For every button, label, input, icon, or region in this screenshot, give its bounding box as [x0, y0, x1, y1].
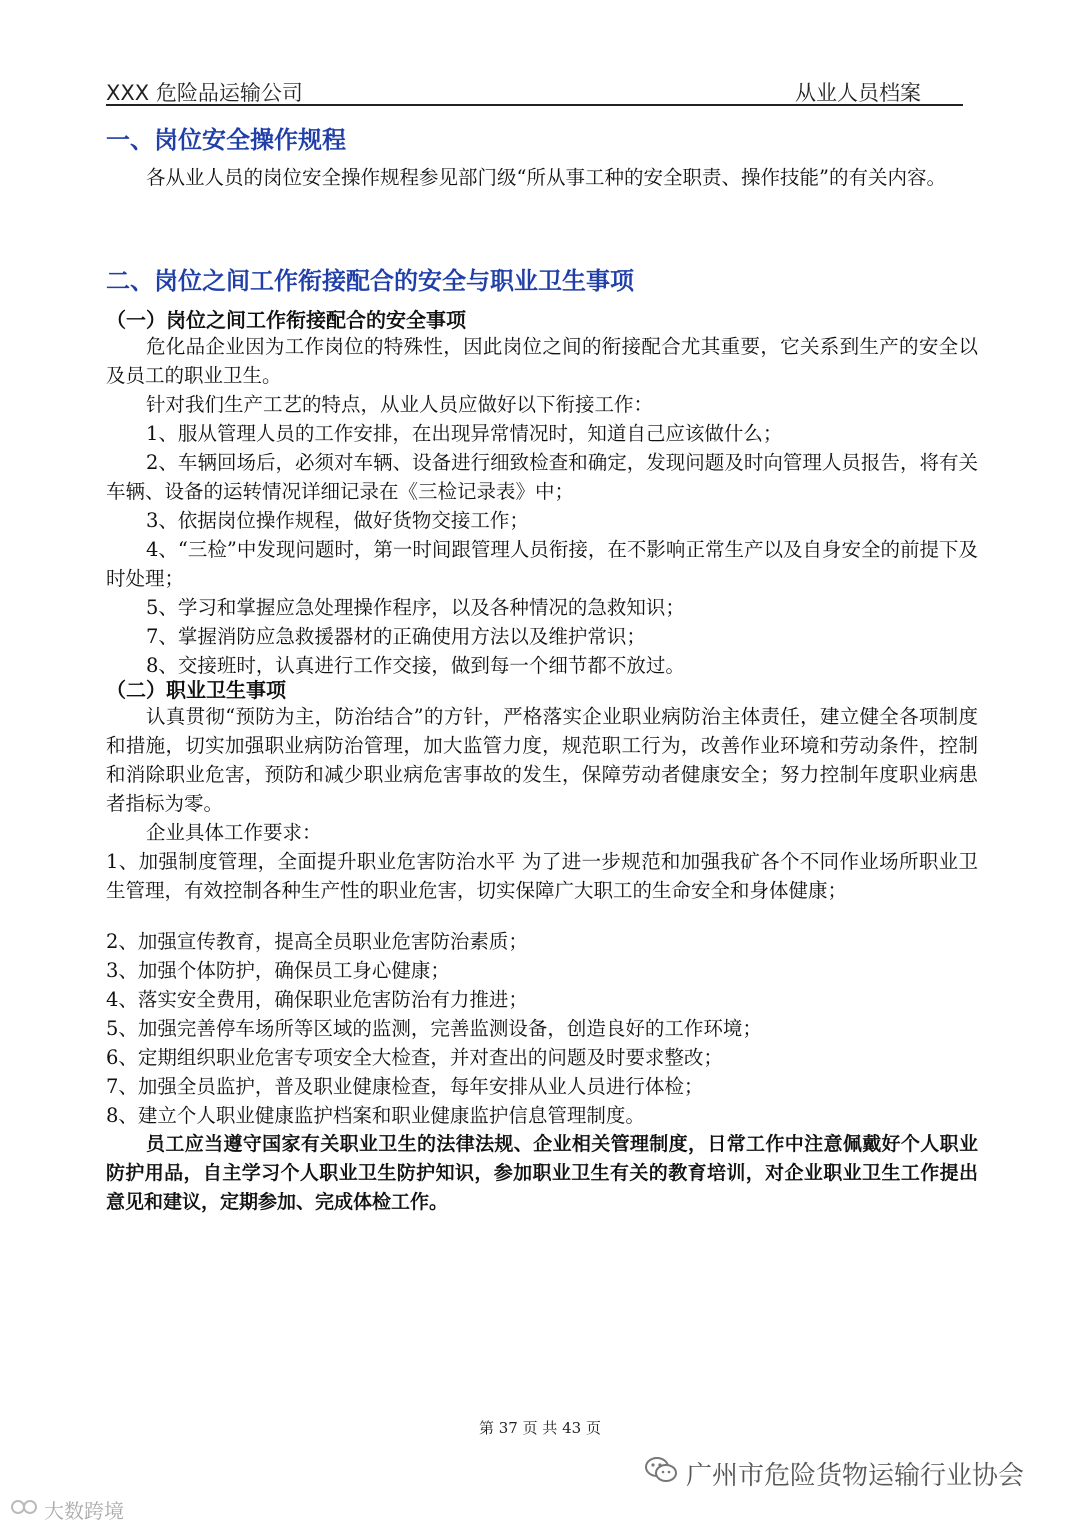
- subsection2-title: （二）职业卫生事项: [106, 678, 286, 702]
- sub2-item: 5、加强完善停车场所等区域的监测，完善监测设备，创造良好的工作环境；: [106, 1017, 762, 1040]
- section1-body: 各从业人员的岗位安全操作规程参见部门级“所从事工种的安全职责、操作技能”的有关内容。: [146, 166, 946, 189]
- section2-title: 二、岗位之间工作衔接配合的安全与职业卫生事项: [106, 267, 634, 295]
- sub1-intro2: 针对我们生产工艺的特点，从业人员应做好以下衔接工作：: [146, 393, 654, 416]
- sub2-intro: 认真贯彻“预防为主，防治结合”的方针，严格落实企业职业病防治主体责任，建立健全各项制度和措施，切实加强职业病防治管理，加大监管力度，规范职工行为，改善作业环境和劳动条件，控制和消除职业危害，预防和减少职业病危害事故的发生，保障劳动者健康安全；努力控制年度职业病患者指标为零。: [106, 705, 978, 815]
- corner-watermark-text: 大数跨境: [44, 1499, 124, 1523]
- sub2-requirements-title: 企业具体工作要求：: [146, 821, 322, 844]
- sub1-intro1: 危化品企业因为工作岗位的特殊性，因此岗位之间的衔接配合尤其重要，它关系到生产的安全以及员工的职业卫生。: [106, 335, 978, 387]
- sub2-item: 3、加强个体防护，确保员工身心健康；: [106, 959, 450, 982]
- document-type: 从业人员档案: [795, 81, 921, 105]
- sub2-item: 8、建立个人职业健康监护档案和职业健康监护信息管理制度。: [106, 1104, 645, 1127]
- sub2-item: 4、落实安全费用，确保职业危害防治有力推进；: [106, 988, 528, 1011]
- sub1-item: 7、掌握消防应急救援器材的正确使用方法以及维护常识；: [146, 625, 646, 648]
- sub1-item: 5、学习和掌握应急处理操作程序，以及各种情况的急救知识；: [146, 596, 685, 619]
- sub2-item: 2、加强宣传教育，提高全员职业危害防治素质；: [106, 930, 528, 953]
- wechat-account-name: 广州市危险货物运输行业协会: [686, 1461, 1025, 1491]
- wechat-icon: [644, 1455, 678, 1492]
- sub1-item: 8、交接班时，认真进行工作交接，做到每一个细节都不放过。: [146, 654, 685, 677]
- page-number: 第 37 页 共 43 页: [478, 1419, 601, 1437]
- closing-statement: 员工应当遵守国家有关职业卫生的法律法规、企业相关管理制度，日常工作中注意佩戴好个人职业防护用品，自主学习个人职业卫生防护知识，参加职业卫生有关的教育培训，对企业职业卫生工作提出意见和建议，定期参加、完成体检工作。: [106, 1133, 978, 1213]
- page-header: [106, 76, 963, 106]
- logo-icon: [10, 1496, 40, 1523]
- sub2-item: 1、加强制度管理，全面提升职业危害防治水平 为了进一步规范和加强我矿各个不同作业场所职业卫生管理，有效控制各种生产性的职业危害，切实保障广大职工的生命安全和身体健康；: [106, 850, 978, 902]
- company-name: XXX 危险品运输公司: [106, 81, 303, 105]
- sub2-item: 6、定期组织职业危害专项安全大检查，并对查出的问题及时要求整改；: [106, 1046, 723, 1069]
- section1-title: 一、岗位安全操作规程: [106, 126, 346, 154]
- sub1-item: 2、车辆回场后，必须对车辆、设备进行细致检查和确定，发现问题及时向管理人员报告，将有关车辆、设备的运转情况详细记录在《三检记录表》中；: [106, 451, 978, 503]
- sub1-item: 1、服从管理人员的工作安排，在出现异常情况时，知道自己应该做什么；: [146, 422, 783, 445]
- subsection1-title: （一）岗位之间工作衔接配合的安全事项: [106, 308, 466, 332]
- corner-watermark: [10, 1495, 124, 1524]
- wechat-watermark: [644, 1455, 1024, 1492]
- sub1-item: 3、依据岗位操作规程，做好货物交接工作；: [146, 509, 529, 532]
- sub1-item: 4、“三检”中发现问题时，第一时间跟管理人员衔接，在不影响正常生产以及自身安全的前提下及时处理；: [106, 538, 978, 590]
- sub2-item: 7、加强全员监护，普及职业健康检查，每年安排从业人员进行体检；: [106, 1075, 704, 1098]
